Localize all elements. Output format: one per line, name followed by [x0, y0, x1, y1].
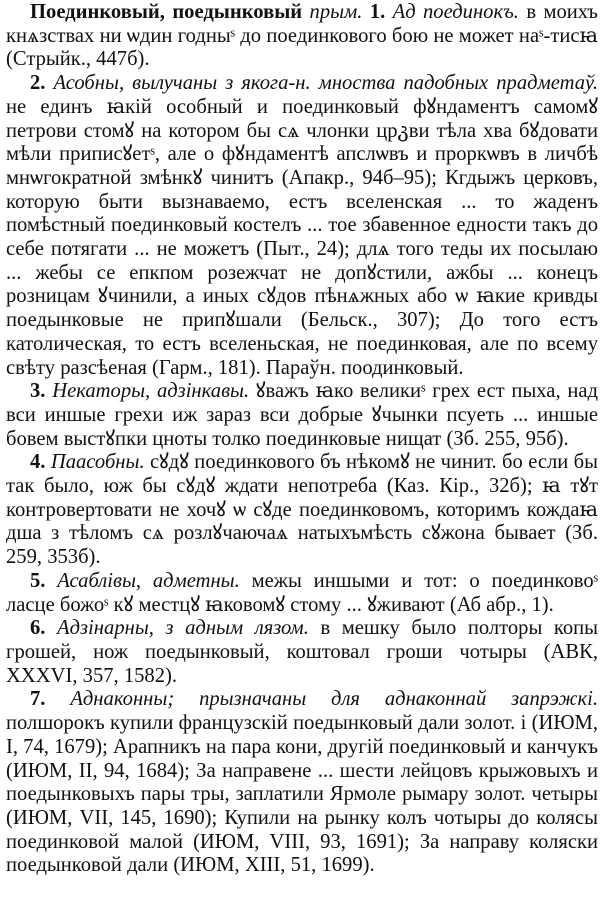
sense-definition: Асаблівы, адметны. — [57, 569, 240, 592]
dictionary-entry-sense-1 — [6, 0, 598, 72]
dictionary-entry-sense-5 — [6, 570, 598, 617]
sense-definition: Адзінарны, з адным лязом. — [57, 617, 309, 640]
sense-citations: межы иншыми и тот: о поединковоˢ ласце божоˢ кꙋ местцꙋ ꙗковомꙋ стому ... ꙋживают (Аб абр., 1). — [6, 569, 599, 616]
part-of-speech: прым. — [309, 1, 363, 23]
sense-number: 2. — [30, 72, 46, 95]
sense-definition: Ад поединокъ. — [392, 1, 519, 23]
sense-citations: в мешку было полторы копы грошей, нож поедынковый, коштовал гроши чотыры (АВК, XXXVI, 357, 1582). — [6, 617, 599, 687]
sense-definition: Некаторы, адзінкавы. — [52, 380, 250, 403]
sense-number: 3. — [30, 380, 46, 403]
headword: Поединковый, поедынковый — [30, 1, 303, 23]
sense-citations: ꙋважъ ꙗко великиˢ грех ест пыха, над вси иншые грехи иж зараз вси добрые ꙋчынки псуеть ... иншые бовем выстꙋпки цноты толко поединковые нищат (Зб. 255, 95б). — [6, 380, 598, 450]
sense-number: 7. — [30, 688, 46, 711]
sense-definition: Асобны, вылучаны з якога-н. мноства падобных прадметаў. — [53, 72, 598, 95]
sense-number: 4. — [30, 451, 46, 474]
sense-number: 1. — [369, 1, 386, 23]
sense-citations: сꙋдꙋ поединкового бъ нѣкомꙋ не чинит. бо если бы так было, юж бы сꙋдꙋ ждати непотреба (Каз. Кір., 32б); ꙗ тꙋт контровертовати не хочꙋ ѡ сꙋде поединковомъ, которимъ кождаꙗ дша з тѣломъ сѧ розлꙋчаючаѧ натыхъмѣсть сꙋжона бывает (Зб. 259, 353б). — [6, 451, 598, 569]
dictionary-entry-sense-2 — [6, 72, 598, 380]
sense-citations: полшорокъ купили французскій поедынковый дали золот. і (ИЮМ, I, 74, 1679); Арапникъ на пара кони, другій поединковый и канчукъ (ИЮМ, II, 94, 1684); За направене ... шести лейцовъ крыжовыхъ и поедынковыхъ пары тры, заплатили Ярмоле рымару золот. четыры (ИЮМ, VII, 145, 1690); Купили на рынку колъ чотыры до колясы поединковой малой (ИЮМ, VIII, 93, 1691); За направу коляски поедынковой дали (ИЮМ, XIII, 51, 1699). — [6, 712, 598, 877]
sense-definition: Аднаконны; прызначаны для аднаконнай запрэжкі. — [70, 688, 598, 711]
dictionary-entry-sense-7 — [6, 688, 598, 878]
dictionary-entry-sense-4 — [6, 451, 598, 570]
dictionary-entry-sense-6 — [6, 617, 598, 688]
sense-citations: в моихъ кнѧзствах ни ѡдин годныˢ до поединкового бою не может наˢ-тисꙗ (Стрыйк., 447б). — [6, 1, 598, 71]
sense-number: 5. — [30, 569, 46, 592]
sense-number: 6. — [30, 617, 46, 640]
sense-citations: не единъ ꙗкій особный и поединковый фꙋндаментъ самомꙋ петрови стомꙋ на котором бы сѧ члонки црკви тѣла хва бꙋдовати мѣли приписꙋетˢ, але о фꙋндаментѣ апслѡвъ и проркѡвъ в личбѣ мнѡгократной змѣнкꙋ чинитъ (Апакр., 94б–95); Кгдыжъ церковъ, которую быти вызнаваемо, естъ вселенская ... то жаденъ помѣстный поединковый костелъ ... тое збавенное едности такъ до себе потягати ... не можетъ (Пыт., 24); длѧ того теды их посылаю ... жебы се епкпом розежчат не допꙋстили, ажбы ... конецъ розницам ꙋчинили, а иных сꙋдов пѣнѧжных або ѡ ꙗкие кривды поедынковые не припꙋшали (Бельск., 307); До того естъ католическая, то естъ вселеньская, не поединковая, але по всему свѣту разсѣеная (Гарм., 181). Параўн. поодинковый. — [6, 95, 598, 379]
dictionary-entry-sense-3 — [6, 380, 598, 451]
sense-definition: Паасобны. — [50, 451, 145, 474]
